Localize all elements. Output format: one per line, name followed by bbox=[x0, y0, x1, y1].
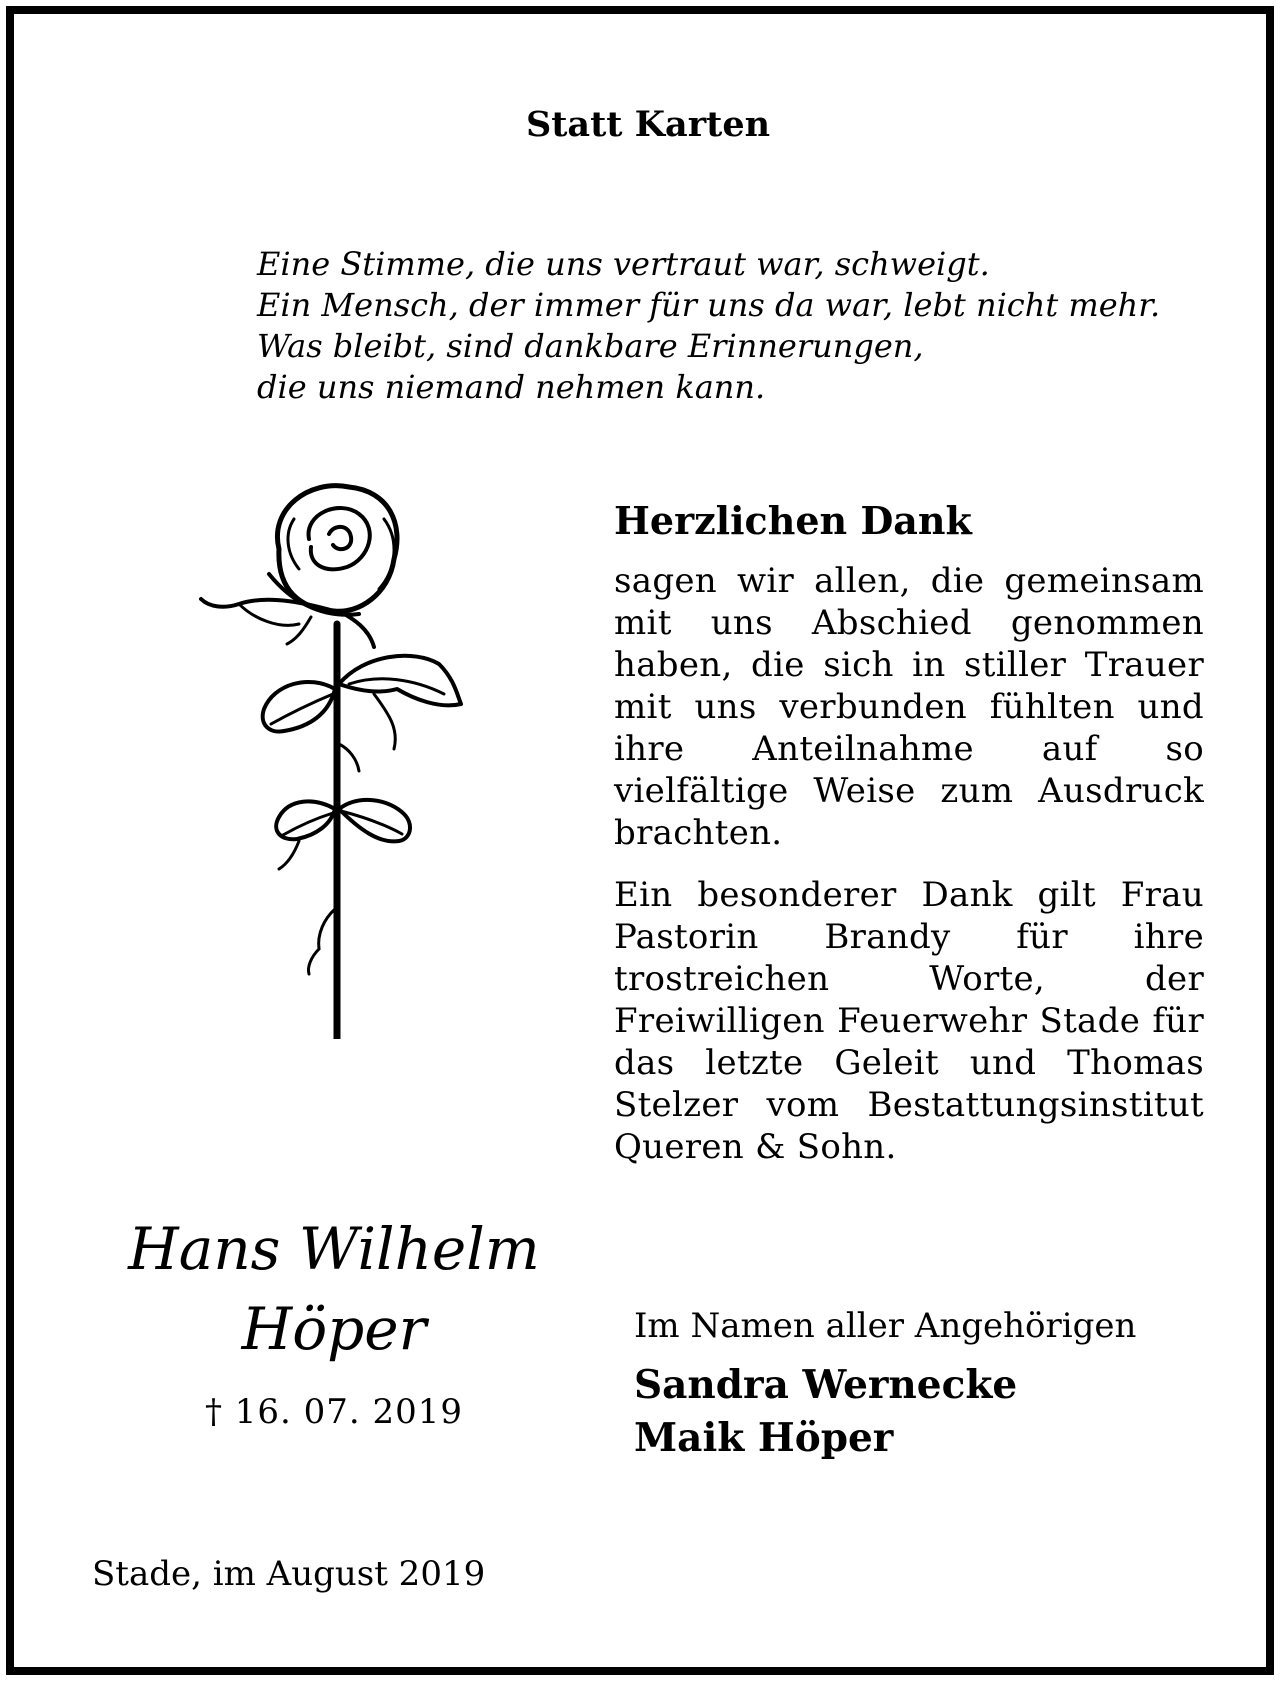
poem-line: Eine Stimme, die uns vertraut war, schweigt. bbox=[257, 245, 990, 283]
rose-icon bbox=[199, 479, 474, 1039]
thanks-paragraph: Ein besonderer Dank gilt Frau Pastorin Brandy für ihre trostreichen Worte, der Freiwilligen Feuerwehr Stade für das letzte Geleit und Thomas Stelzer vom Bestattungsinstitut Queren & Sohn. bbox=[614, 875, 1204, 1167]
death-date: † 16. 07. 2019 bbox=[204, 1392, 464, 1432]
poem-line: Ein Mensch, der immer für uns da war, lebt nicht mehr. bbox=[257, 286, 1161, 324]
deceased-last-name: Höper bbox=[241, 1295, 427, 1363]
signoff-intro: Im Namen aller Angehörigen bbox=[634, 1306, 1137, 1346]
header-title: Statt Karten bbox=[525, 104, 771, 145]
obituary-notice bbox=[6, 6, 1274, 1675]
poem-line: Was bleibt, sind dankbare Erinnerungen, bbox=[257, 327, 924, 365]
thanks-text bbox=[614, 560, 1204, 1188]
memorial-poem bbox=[257, 244, 1237, 408]
signature-name: Sandra Wernecke bbox=[634, 1362, 1018, 1408]
deceased-name bbox=[84, 1209, 584, 1369]
poem-line: die uns niemand nehmen kann. bbox=[257, 368, 766, 406]
thanks-title: Herzlichen Dank bbox=[614, 498, 972, 543]
place-date: Stade, im August 2019 bbox=[92, 1554, 486, 1594]
deceased-first-names: Hans Wilhelm bbox=[128, 1215, 540, 1283]
signature-names bbox=[634, 1359, 1017, 1465]
signature-name: Maik Höper bbox=[634, 1415, 894, 1461]
thanks-paragraph: sagen wir allen, die gemeinsam mit uns Abschied genommen haben, die sich in stiller Trauer mit uns verbunden fühlten und ihre Anteilnahme auf so vielfältige Weise zum Ausdruck brachten. bbox=[614, 561, 1204, 853]
